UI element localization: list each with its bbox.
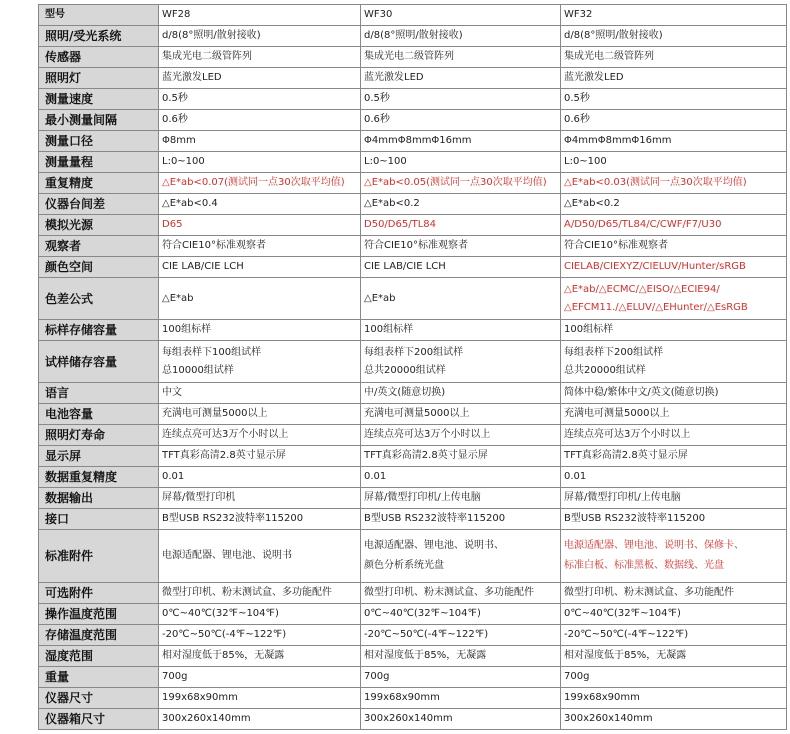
spec-table bbox=[38, 4, 787, 730]
spec-value-line: TFT真彩高清2.8英寸显示屏 bbox=[364, 450, 488, 461]
spec-value-line: 700g bbox=[162, 671, 188, 682]
spec-value bbox=[561, 467, 787, 488]
model-name: WF32 bbox=[561, 5, 787, 26]
spec-value-line: △E*ab<0.2 bbox=[364, 198, 420, 209]
spec-value bbox=[159, 68, 361, 89]
spec-row bbox=[39, 341, 787, 383]
spec-value-line: 屏幕/微型打印机/上传电脑 bbox=[364, 492, 481, 503]
spec-value bbox=[159, 625, 361, 646]
spec-value bbox=[361, 604, 561, 625]
spec-value-line: B型USB RS232波特率115200 bbox=[364, 513, 506, 524]
spec-value bbox=[361, 110, 561, 131]
spec-value bbox=[561, 131, 787, 152]
spec-value bbox=[561, 530, 787, 583]
spec-label: 标准附件 bbox=[39, 530, 159, 583]
spec-value bbox=[361, 215, 561, 236]
spec-value-line: 充满电可测量5000以上 bbox=[364, 408, 470, 419]
spec-value-line: 0℃~40℃(32℉~104℉) bbox=[162, 608, 279, 619]
spec-value bbox=[159, 278, 361, 320]
spec-value bbox=[561, 68, 787, 89]
spec-row bbox=[39, 446, 787, 467]
spec-value bbox=[361, 509, 561, 530]
spec-row bbox=[39, 709, 787, 730]
spec-value-line: 标准白板、标准黑板、数据线、光盘 bbox=[564, 560, 724, 571]
spec-value bbox=[361, 173, 561, 194]
spec-value bbox=[561, 320, 787, 341]
spec-value-line: △E*ab<0.05(测试同一点30次取平均值) bbox=[364, 177, 547, 188]
spec-value bbox=[159, 467, 361, 488]
spec-value bbox=[159, 89, 361, 110]
spec-label: 测量量程 bbox=[39, 152, 159, 173]
spec-value bbox=[159, 530, 361, 583]
spec-label: 数据重复精度 bbox=[39, 467, 159, 488]
spec-value bbox=[361, 194, 561, 215]
spec-value-line: 微型打印机、粉末测试盒、多功能配件 bbox=[162, 587, 332, 598]
spec-value bbox=[361, 404, 561, 425]
spec-value-line: B型USB RS232波特率115200 bbox=[564, 513, 706, 524]
spec-value-line: 电源适配器、锂电池、说明书、 bbox=[364, 540, 504, 551]
spec-value bbox=[561, 215, 787, 236]
spec-row bbox=[39, 47, 787, 68]
spec-value-line: 简体中稳/繁体中文/英文(随意切换) bbox=[564, 387, 719, 398]
spec-value-line: 微型打印机、粉末测试盒、多功能配件 bbox=[364, 587, 534, 598]
spec-value-line: 连续点亮可达3万个小时以上 bbox=[162, 429, 289, 440]
spec-value bbox=[159, 173, 361, 194]
spec-value-line: 屏幕/微型打印机/上传电脑 bbox=[564, 492, 681, 503]
spec-value bbox=[159, 509, 361, 530]
spec-value-line: 0.6秒 bbox=[564, 114, 590, 125]
spec-label: 重量 bbox=[39, 667, 159, 688]
spec-label: 颜色空间 bbox=[39, 257, 159, 278]
spec-value bbox=[159, 215, 361, 236]
spec-value-line: 符合CIE10°标准观察者 bbox=[364, 240, 468, 251]
spec-value bbox=[361, 236, 561, 257]
spec-value-line: 700g bbox=[364, 671, 390, 682]
spec-value-line: TFT真彩高清2.8英寸显示屏 bbox=[564, 450, 688, 461]
spec-label: 湿度范围 bbox=[39, 646, 159, 667]
spec-value bbox=[561, 688, 787, 709]
spec-row bbox=[39, 320, 787, 341]
model-name: WF30 bbox=[361, 5, 561, 26]
spec-value bbox=[361, 488, 561, 509]
spec-value-line: 0.01 bbox=[564, 471, 587, 482]
spec-value-line: 0℃~40℃(32℉~104℉) bbox=[364, 608, 481, 619]
spec-value-line: △EFCM11./△ELUV/△EHunter/△EsRGB bbox=[564, 301, 748, 313]
spec-value bbox=[159, 688, 361, 709]
spec-value bbox=[561, 446, 787, 467]
spec-label: 仪器台间差 bbox=[39, 194, 159, 215]
spec-label: 电池容量 bbox=[39, 404, 159, 425]
spec-value bbox=[561, 583, 787, 604]
spec-label: 仪器尺寸 bbox=[39, 688, 159, 709]
spec-value-line: 符合CIE10°标准观察者 bbox=[162, 240, 266, 251]
spec-value-line: △E*ab bbox=[364, 292, 396, 304]
spec-row bbox=[39, 667, 787, 688]
spec-value bbox=[361, 89, 561, 110]
spec-label: 可选附件 bbox=[39, 583, 159, 604]
spec-value bbox=[361, 131, 561, 152]
spec-table-body bbox=[39, 5, 787, 730]
spec-label: 操作温度范围 bbox=[39, 604, 159, 625]
spec-value bbox=[159, 709, 361, 730]
spec-value bbox=[561, 236, 787, 257]
spec-value bbox=[159, 604, 361, 625]
spec-value-line: A/D50/D65/TL84/C/CWF/F7/U30 bbox=[564, 219, 722, 230]
spec-value bbox=[561, 173, 787, 194]
spec-value-line: 300x260x140mm bbox=[364, 713, 453, 724]
spec-value-line: 0.6秒 bbox=[364, 114, 390, 125]
spec-value-line: -20℃~50℃(-4℉~122℉) bbox=[564, 629, 689, 640]
spec-value-line: CIE LAB/CIE LCH bbox=[364, 261, 446, 272]
spec-value bbox=[159, 667, 361, 688]
spec-value bbox=[561, 625, 787, 646]
spec-value bbox=[159, 446, 361, 467]
spec-label: 模拟光源 bbox=[39, 215, 159, 236]
spec-value bbox=[361, 583, 561, 604]
spec-value bbox=[361, 446, 561, 467]
spec-row bbox=[39, 173, 787, 194]
spec-row bbox=[39, 257, 787, 278]
spec-value bbox=[561, 341, 787, 383]
spec-row bbox=[39, 68, 787, 89]
spec-value bbox=[159, 583, 361, 604]
spec-value bbox=[361, 425, 561, 446]
spec-value-line: △E*ab<0.03(测试同一点30次取平均值) bbox=[564, 177, 747, 188]
spec-value-line: 屏幕/微型打印机 bbox=[162, 492, 236, 503]
spec-value-line: 颜色分析系统光盘 bbox=[364, 560, 444, 571]
spec-value-line: 每组表样下200组试样 bbox=[364, 346, 464, 358]
spec-value bbox=[159, 383, 361, 404]
spec-value-line: B型USB RS232波特率115200 bbox=[162, 513, 304, 524]
spec-value-line: 电源适配器、锂电池、说明书 bbox=[162, 550, 292, 561]
spec-value-line: 中文 bbox=[162, 387, 182, 398]
spec-value-line: L:0~100 bbox=[364, 156, 407, 167]
spec-value bbox=[361, 625, 561, 646]
spec-value bbox=[561, 488, 787, 509]
spec-value bbox=[361, 688, 561, 709]
spec-row bbox=[39, 646, 787, 667]
spec-value bbox=[561, 404, 787, 425]
spec-value-line: D50/D65/TL84 bbox=[364, 219, 436, 230]
spec-value bbox=[561, 383, 787, 404]
spec-value-line: △E*ab/△ECMC/△EISO/△ECIE94/ bbox=[564, 283, 720, 295]
spec-value bbox=[159, 26, 361, 47]
spec-value bbox=[561, 47, 787, 68]
spec-label: 语言 bbox=[39, 383, 159, 404]
spec-value-line: Φ4mmΦ8mmΦ16mm bbox=[564, 135, 672, 146]
spec-value bbox=[361, 152, 561, 173]
header-label: 型号 bbox=[39, 5, 159, 26]
spec-value-line: 0.01 bbox=[364, 471, 387, 482]
spec-value-line: d/8(8°照明/散射接收) bbox=[162, 30, 261, 41]
spec-value bbox=[159, 131, 361, 152]
spec-value bbox=[361, 341, 561, 383]
spec-value-line: 0.6秒 bbox=[162, 114, 188, 125]
spec-value bbox=[159, 194, 361, 215]
spec-value-line: △E*ab<0.07(测试同一点30次取平均值) bbox=[162, 177, 345, 188]
spec-value-line: 集成光电二级管阵列 bbox=[564, 51, 654, 62]
spec-value-line: 每组表样下100组试样 bbox=[162, 346, 262, 358]
spec-value bbox=[561, 152, 787, 173]
spec-value bbox=[159, 110, 361, 131]
spec-value bbox=[159, 646, 361, 667]
spec-value-line: 0.01 bbox=[162, 471, 185, 482]
spec-value bbox=[561, 89, 787, 110]
spec-value-line: 0.5秒 bbox=[364, 93, 390, 104]
spec-value-line: 相对湿度低于85%，无凝露 bbox=[364, 650, 487, 661]
model-name: WF28 bbox=[159, 5, 361, 26]
spec-label: 存储温度范围 bbox=[39, 625, 159, 646]
spec-row bbox=[39, 194, 787, 215]
spec-row bbox=[39, 530, 787, 583]
spec-label: 照明/受光系统 bbox=[39, 26, 159, 47]
spec-value bbox=[159, 257, 361, 278]
spec-value bbox=[159, 152, 361, 173]
spec-value bbox=[561, 646, 787, 667]
spec-row bbox=[39, 583, 787, 604]
spec-value bbox=[561, 194, 787, 215]
spec-value-line: 199x68x90mm bbox=[364, 692, 440, 703]
spec-value-line: 充满电可测量5000以上 bbox=[564, 408, 670, 419]
spec-value bbox=[159, 341, 361, 383]
spec-value bbox=[561, 425, 787, 446]
spec-value-line: 199x68x90mm bbox=[162, 692, 238, 703]
spec-value-line: 连续点亮可达3万个小时以上 bbox=[564, 429, 691, 440]
spec-row bbox=[39, 604, 787, 625]
spec-value-line: CIE LAB/CIE LCH bbox=[162, 261, 244, 272]
spec-value bbox=[561, 604, 787, 625]
spec-label: 仪器箱尺寸 bbox=[39, 709, 159, 730]
spec-value-line: 100组标样 bbox=[364, 324, 414, 335]
spec-label: 传感器 bbox=[39, 47, 159, 68]
spec-value bbox=[159, 404, 361, 425]
spec-row bbox=[39, 404, 787, 425]
spec-row bbox=[39, 467, 787, 488]
spec-value bbox=[361, 530, 561, 583]
spec-label: 照明灯寿命 bbox=[39, 425, 159, 446]
spec-value-line: -20℃~50℃(-4℉~122℉) bbox=[162, 629, 287, 640]
spec-value-line: d/8(8°照明/散射接收) bbox=[364, 30, 463, 41]
spec-value-line: 0.5秒 bbox=[162, 93, 188, 104]
spec-value-line: d/8(8°照明/散射接收) bbox=[564, 30, 663, 41]
spec-value-line: 300x260x140mm bbox=[162, 713, 251, 724]
spec-row bbox=[39, 688, 787, 709]
spec-row bbox=[39, 236, 787, 257]
spec-value-line: 总共20000组试样 bbox=[564, 364, 646, 376]
spec-value-line: Φ8mm bbox=[162, 135, 196, 146]
spec-value-line: TFT真彩高清2.8英寸显示屏 bbox=[162, 450, 286, 461]
spec-value-line: Φ4mmΦ8mmΦ16mm bbox=[364, 135, 472, 146]
spec-value bbox=[561, 110, 787, 131]
spec-value-line: 0℃~40℃(32℉~104℉) bbox=[564, 608, 681, 619]
spec-value-line: 充满电可测量5000以上 bbox=[162, 408, 268, 419]
spec-value bbox=[561, 667, 787, 688]
spec-label: 测量口径 bbox=[39, 131, 159, 152]
header-row bbox=[39, 5, 787, 26]
spec-value bbox=[361, 383, 561, 404]
spec-value bbox=[561, 26, 787, 47]
spec-row bbox=[39, 89, 787, 110]
spec-value bbox=[361, 709, 561, 730]
spec-value bbox=[361, 257, 561, 278]
spec-value bbox=[159, 320, 361, 341]
spec-value-line: 集成光电二级管阵列 bbox=[162, 51, 252, 62]
spec-value-line: 蓝光激发LED bbox=[364, 72, 424, 83]
spec-value-line: △E*ab<0.4 bbox=[162, 198, 218, 209]
spec-value bbox=[159, 488, 361, 509]
spec-value bbox=[361, 320, 561, 341]
spec-row bbox=[39, 425, 787, 446]
spec-value bbox=[159, 236, 361, 257]
spec-row bbox=[39, 215, 787, 236]
spec-value-line: 700g bbox=[564, 671, 590, 682]
spec-value-line: 电源适配器、锂电池、说明书、保修卡、 bbox=[564, 540, 744, 551]
spec-value-line: L:0~100 bbox=[564, 156, 607, 167]
spec-value-line: 蓝光激发LED bbox=[564, 72, 624, 83]
spec-row bbox=[39, 625, 787, 646]
spec-value bbox=[561, 257, 787, 278]
spec-row bbox=[39, 278, 787, 320]
spec-value-line: CIELAB/CIEXYZ/CIELUV/Hunter/sRGB bbox=[564, 261, 746, 272]
spec-value-line: 总10000组试样 bbox=[162, 364, 234, 376]
spec-value bbox=[561, 709, 787, 730]
spec-label: 标样存储容量 bbox=[39, 320, 159, 341]
spec-label: 重复精度 bbox=[39, 173, 159, 194]
spec-label: 观察者 bbox=[39, 236, 159, 257]
spec-row bbox=[39, 110, 787, 131]
spec-value-line: 0.5秒 bbox=[564, 93, 590, 104]
spec-row bbox=[39, 26, 787, 47]
spec-value bbox=[159, 425, 361, 446]
spec-value-line: 集成光电二级管阵列 bbox=[364, 51, 454, 62]
spec-value-line: △E*ab<0.2 bbox=[564, 198, 620, 209]
spec-value-line: D65 bbox=[162, 219, 183, 230]
spec-label: 照明灯 bbox=[39, 68, 159, 89]
spec-label: 最小测量间隔 bbox=[39, 110, 159, 131]
spec-value bbox=[159, 47, 361, 68]
spec-label: 测量速度 bbox=[39, 89, 159, 110]
spec-value bbox=[361, 646, 561, 667]
spec-value-line: △E*ab bbox=[162, 292, 194, 304]
spec-value-line: 300x260x140mm bbox=[564, 713, 653, 724]
spec-value bbox=[361, 278, 561, 320]
spec-value-line: 100组标样 bbox=[162, 324, 212, 335]
spec-value bbox=[561, 509, 787, 530]
spec-row bbox=[39, 152, 787, 173]
spec-value-line: 每组表样下200组试样 bbox=[564, 346, 664, 358]
spec-label: 色差公式 bbox=[39, 278, 159, 320]
spec-row bbox=[39, 383, 787, 404]
spec-value bbox=[361, 467, 561, 488]
spec-value bbox=[361, 26, 561, 47]
spec-label: 显示屏 bbox=[39, 446, 159, 467]
spec-value-line: 相对湿度低于85%，无凝露 bbox=[564, 650, 687, 661]
spec-value-line: 微型打印机、粉末测试盒、多功能配件 bbox=[564, 587, 734, 598]
spec-value bbox=[361, 47, 561, 68]
spec-label: 接口 bbox=[39, 509, 159, 530]
spec-value-line: 相对湿度低于85%，无凝露 bbox=[162, 650, 285, 661]
spec-value-line: 100组标样 bbox=[564, 324, 614, 335]
spec-value-line: 199x68x90mm bbox=[564, 692, 640, 703]
spec-value-line: L:0~100 bbox=[162, 156, 205, 167]
spec-row bbox=[39, 131, 787, 152]
spec-value-line: 中/英文(随意切换) bbox=[364, 387, 446, 398]
spec-value-line: 总共20000组试样 bbox=[364, 364, 446, 376]
spec-value bbox=[561, 278, 787, 320]
spec-value bbox=[361, 68, 561, 89]
spec-value-line: 符合CIE10°标准观察者 bbox=[564, 240, 668, 251]
spec-value bbox=[361, 667, 561, 688]
spec-value-line: 蓝光激发LED bbox=[162, 72, 222, 83]
spec-row bbox=[39, 488, 787, 509]
spec-value-line: -20℃~50℃(-4℉~122℉) bbox=[364, 629, 489, 640]
spec-label: 试样储存容量 bbox=[39, 341, 159, 383]
spec-row bbox=[39, 509, 787, 530]
spec-label: 数据输出 bbox=[39, 488, 159, 509]
spec-value-line: 连续点亮可达3万个小时以上 bbox=[364, 429, 491, 440]
